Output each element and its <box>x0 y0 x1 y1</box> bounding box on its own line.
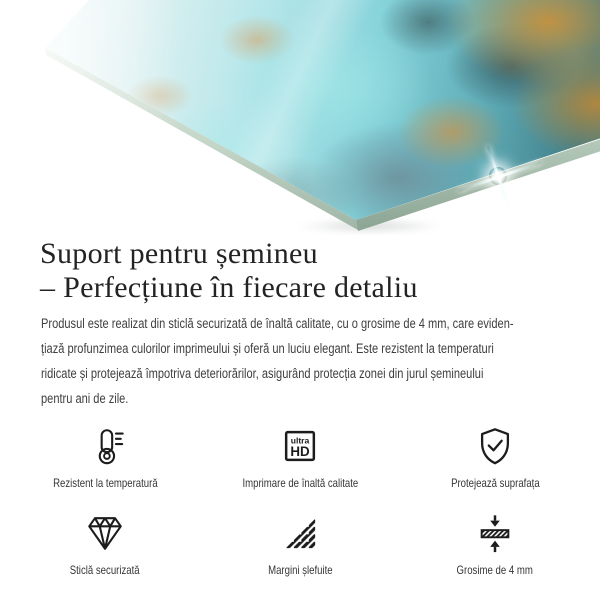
feature-tempered-glass <box>30 508 180 577</box>
svg-text:HD: HD <box>290 444 310 460</box>
diamond-icon <box>84 508 126 554</box>
description-line: ridicate și protejează împotriva deteriorărilor, asigurând protecția zonei din jurul șemineului <box>41 366 484 381</box>
feature-label: Sticlă securizată <box>70 563 140 577</box>
thickness-icon <box>474 508 516 554</box>
feature-label: Imprimare de înaltă calitate <box>242 476 358 490</box>
feature-label: Grosime de 4 mm <box>456 563 534 577</box>
description-line: pentru ani de zile. <box>41 391 129 406</box>
feature-print-quality <box>225 421 375 490</box>
feature-temperature <box>30 421 180 490</box>
features-grid <box>30 421 570 577</box>
thermometer-icon <box>84 421 126 467</box>
svg-text:ultra: ultra <box>290 435 310 446</box>
feature-thickness <box>420 508 570 577</box>
product-image <box>0 0 600 235</box>
page-title-line1: Suport pentru șemineu <box>40 237 318 270</box>
feature-protects-surface <box>420 421 570 490</box>
description-line: țiază profunzimea culorilor imprimeului și oferă un luciu elegant. Este rezistent la temperaturi <box>41 341 494 356</box>
feature-polished-edges <box>225 508 375 577</box>
page-title <box>40 237 600 305</box>
glass-panel-artwork <box>0 0 600 235</box>
feature-label: Protejează suprafața <box>450 476 540 490</box>
description-line: Produsul este realizat din sticlă securizată de înaltă calitate, cu o grosime de 4 mm, care eviden- <box>41 316 514 331</box>
feature-label: Margini șlefuite <box>267 563 333 577</box>
polished-edges-icon <box>279 508 321 554</box>
feature-label: Rezistent la temperatură <box>52 476 158 490</box>
ultra-hd-icon <box>279 421 321 467</box>
page-title-line2: – Perfecțiune în fiecare detaliu <box>40 271 418 304</box>
shield-check-icon <box>474 421 516 467</box>
product-description-text <box>41 311 600 411</box>
